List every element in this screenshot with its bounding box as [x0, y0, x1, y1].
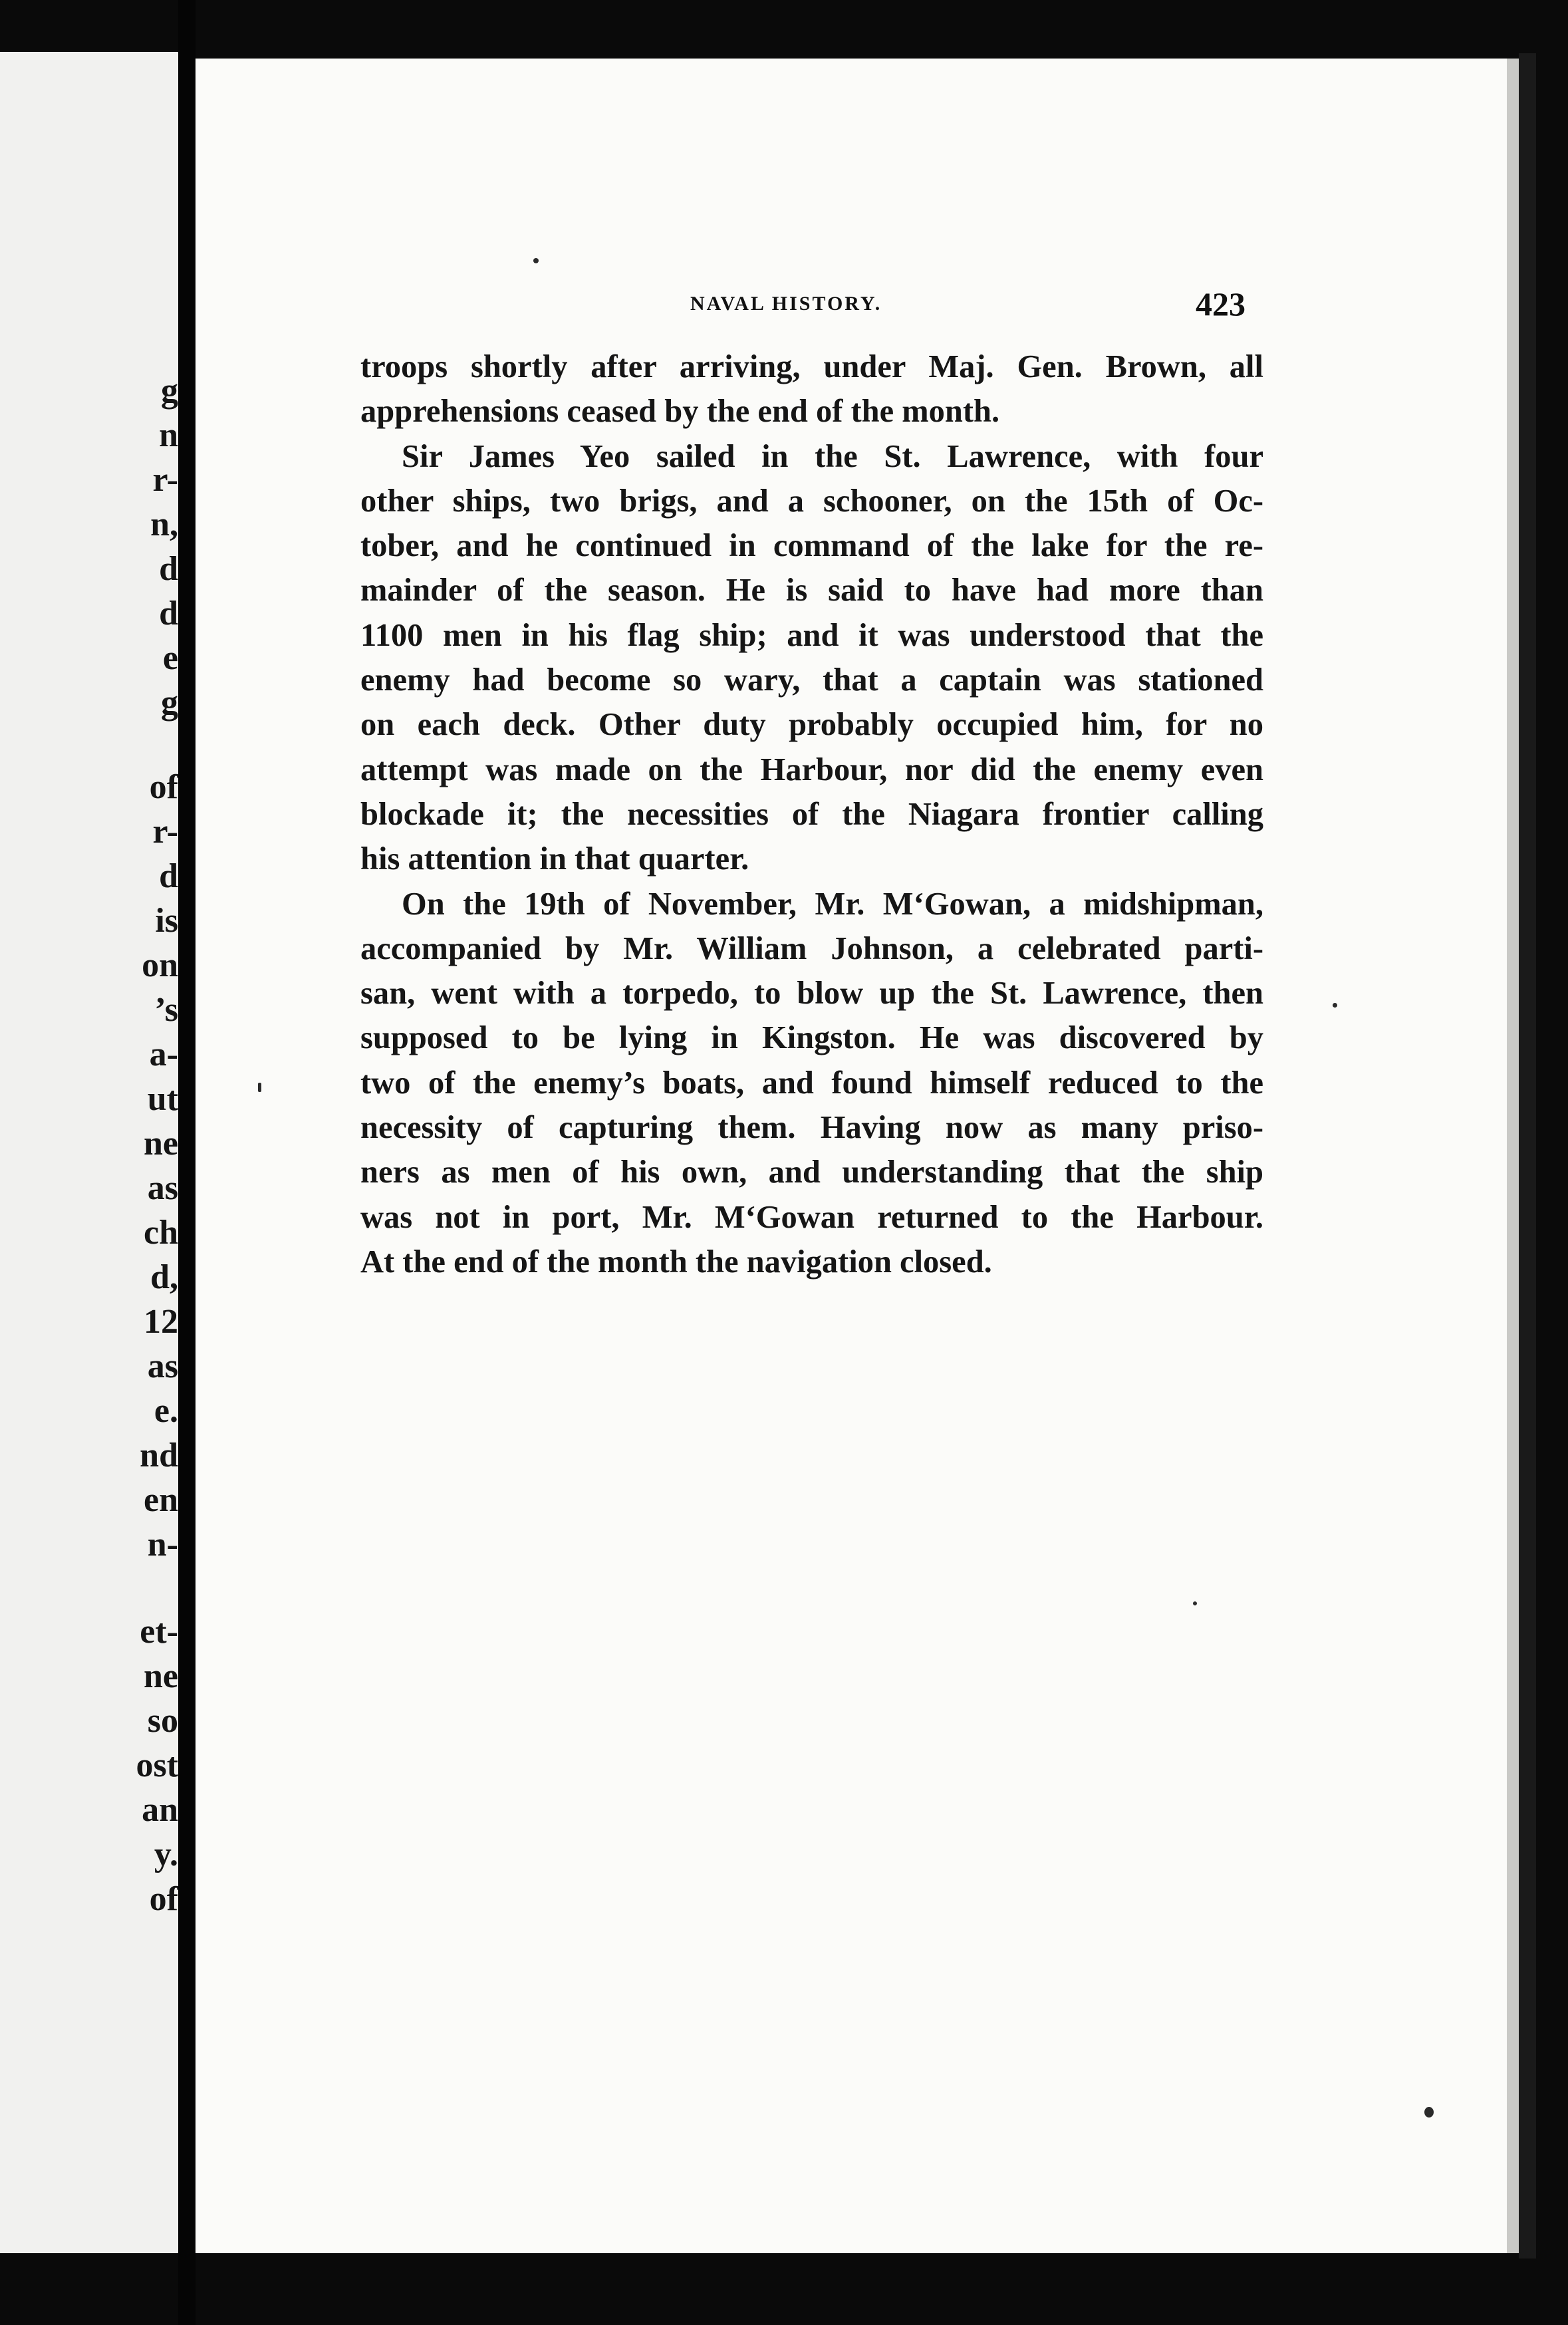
text-line: on each deck. Other duty probably occupied him, for no: [360, 707, 1263, 743]
left-page-fragment: ne: [144, 1125, 178, 1162]
left-page-fragment: e: [162, 639, 178, 677]
left-page-fragment: nd: [140, 1436, 178, 1474]
left-page-fragment: n,: [150, 505, 178, 543]
text-line: enemy had become so wary, that a captain was stationed: [360, 662, 1263, 698]
running-head: NAVAL HISTORY.: [690, 293, 882, 315]
left-page-fragment: 12: [144, 1303, 178, 1341]
left-page-fragment: n-: [147, 1526, 178, 1564]
left-page-fragment: g: [161, 684, 178, 722]
text-line: apprehensions ceased by the end of the month.: [360, 394, 1000, 430]
left-page-fragment: d: [159, 550, 178, 588]
left-page-fragment: as: [147, 1169, 178, 1207]
left-page-fragment: as: [147, 1347, 178, 1385]
text-line: attempt was made on the Harbour, nor did the enemy even: [360, 752, 1263, 787]
left-page-fragment: of: [149, 768, 178, 806]
left-page-fragment: a-: [149, 1035, 178, 1073]
text-line: On the 19th of November, Mr. M‘Gowan, a midshipman,: [402, 886, 1263, 922]
left-page-fragment: d: [159, 857, 178, 895]
left-page-fragment: ut: [147, 1080, 178, 1118]
left-page-fragment: n: [159, 416, 178, 454]
body-text: [360, 344, 1263, 1284]
text-line: supposed to be lying in Kingston. He was discovered by: [360, 1020, 1263, 1056]
text-line: his attention in that quarter.: [360, 841, 749, 877]
text-line: san, went with a torpedo, to blow up the St. Lawrence, then: [360, 976, 1263, 1012]
text-line: two of the enemy’s boats, and found himself reduced to the: [360, 1065, 1263, 1101]
left-page-fragment: so: [147, 1702, 178, 1740]
left-page-fragment: r-: [152, 813, 178, 851]
left-page-fragment: an: [142, 1791, 178, 1829]
left-page-fragment: ne: [144, 1657, 178, 1695]
text-line: ners as men of his own, and understanding that the ship: [360, 1155, 1263, 1190]
page-edge-shadow: [1519, 53, 1536, 2258]
left-page-fragment: on: [142, 946, 178, 984]
page-edge: [1507, 59, 1519, 2253]
left-page-fragment: is: [155, 902, 178, 940]
left-page-fragment: et-: [140, 1613, 178, 1651]
page-number: 423: [1196, 285, 1245, 323]
left-page-fragment: ost: [136, 1746, 178, 1784]
scan-speck: [258, 1083, 261, 1092]
left-page-fragment: of: [149, 1880, 178, 1918]
book-gutter: [178, 0, 196, 2325]
left-page-fragment: g: [161, 372, 178, 410]
text-line: tober, and he continued in command of the lake for the re-: [360, 528, 1263, 564]
left-page-fragment: d: [159, 595, 178, 632]
text-line: mainder of the season. He is said to have had more than: [360, 573, 1263, 609]
left-page-fragment: en: [144, 1481, 178, 1519]
scan-speck: [1424, 2107, 1434, 2118]
text-line: 1100 men in his flag ship; and it was understood that the: [360, 617, 1263, 653]
text-line: was not in port, Mr. M‘Gowan returned to the Harbour.: [360, 1199, 1263, 1235]
scan-speck: [533, 258, 539, 263]
text-line: blockade it; the necessities of the Niagara frontier calling: [360, 796, 1263, 832]
text-line: other ships, two brigs, and a schooner, on the 15th of Oc-: [360, 483, 1263, 519]
text-line: Sir James Yeo sailed in the St. Lawrence, with four: [402, 438, 1263, 474]
text-line: accompanied by Mr. William Johnson, a celebrated parti-: [360, 930, 1263, 966]
scan-speck: [1193, 1601, 1197, 1605]
text-line: troops shortly after arriving, under Maj. Gen. Brown, all: [360, 349, 1263, 384]
left-page-fragment: r-: [152, 461, 178, 499]
text-line: necessity of capturing them. Having now as many priso-: [360, 1110, 1263, 1146]
scan-speck: [1333, 1003, 1337, 1008]
left-facing-page: [0, 52, 178, 2253]
left-page-fragment: ’s: [154, 991, 178, 1029]
left-page-fragment: d,: [150, 1258, 178, 1296]
text-line: At the end of the month the navigation closed.: [360, 1244, 992, 1280]
left-page-fragment: y.: [154, 1836, 178, 1873]
left-page-fragment: e.: [154, 1392, 178, 1430]
book-page: [196, 59, 1507, 2253]
left-page-fragment: ch: [144, 1214, 178, 1252]
